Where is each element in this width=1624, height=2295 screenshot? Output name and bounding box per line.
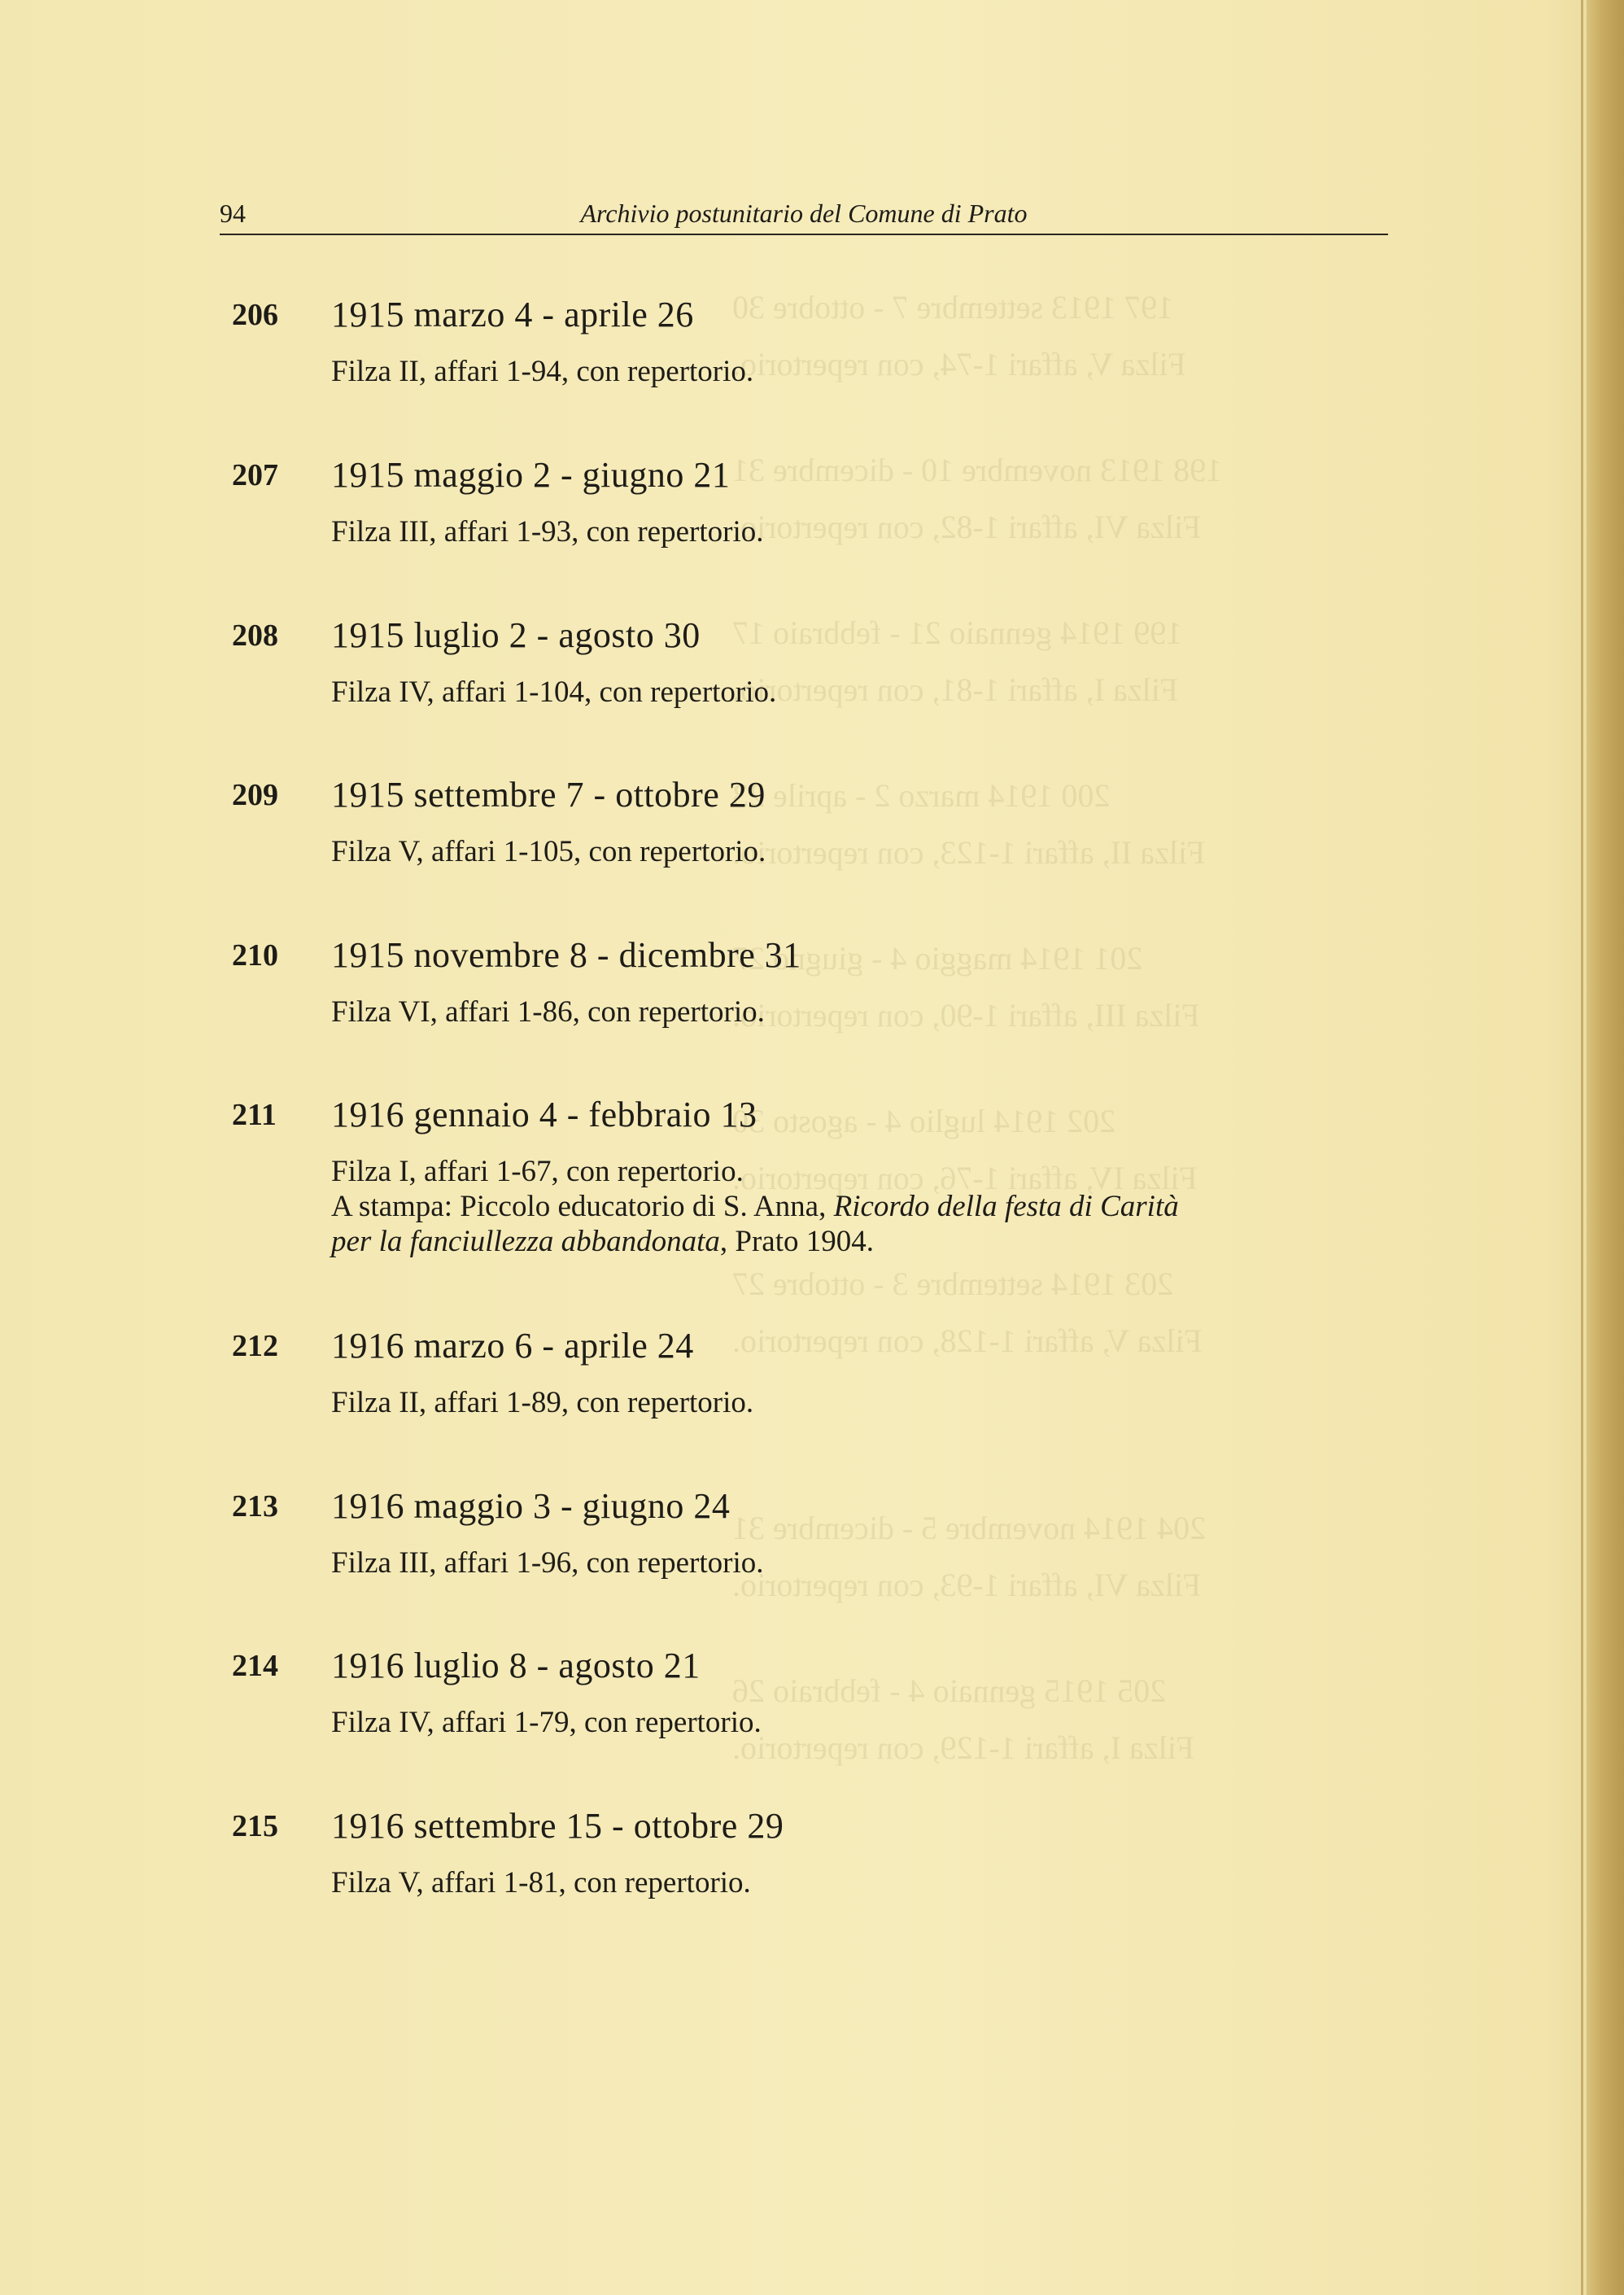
binding-line	[1581, 0, 1583, 2295]
entry-date-range: 1915 luglio 2 - agosto 30	[331, 615, 701, 655]
running-head-title: Archivio postunitario del Comune di Prato	[580, 199, 1028, 228]
note-suffix: , Prato 1904.	[719, 1225, 875, 1258]
bleed-line: 204 1914 novembre 5 - dicembre 31	[732, 1510, 1207, 1546]
entry-description: Filza V, affari 1-105, con repertorio.	[331, 835, 766, 868]
entry-date-range: 1916 gennaio 4 - febbraio 13	[331, 1095, 757, 1134]
entry-number: 206	[232, 298, 278, 332]
entry-number: 212	[232, 1329, 278, 1363]
entry-date-range: 1915 novembre 8 - dicembre 31	[331, 935, 801, 975]
bleed-line: Filza III, affari 1-90, con repertorio.	[732, 997, 1200, 1034]
entry-date-range: 1916 settembre 15 - ottobre 29	[331, 1806, 784, 1846]
note-prefix: A stampa: Piccolo educatorio di S. Anna,	[331, 1190, 834, 1223]
header-rule	[220, 234, 1388, 235]
page-number: 94	[220, 199, 246, 228]
entry-description: Filza I, affari 1-67, con repertorio.	[331, 1155, 744, 1188]
entry-number: 208	[232, 619, 278, 653]
entry-date-range: 1916 marzo 6 - aprile 24	[331, 1326, 694, 1366]
bleed-line: 205 1915 gennaio 4 - febbraio 26	[732, 1672, 1167, 1709]
entry-note-line-1	[331, 1189, 1179, 1224]
bleed-line: 203 1914 settembre 3 - ottobre 27	[732, 1266, 1174, 1302]
entry-date-range: 1916 luglio 8 - agosto 21	[331, 1646, 701, 1685]
bleed-line: Filza V, affari 1-128, con repertorio.	[732, 1322, 1203, 1359]
entry-description: Filza IV, affari 1-79, con repertorio.	[331, 1706, 762, 1739]
page-binding-edge	[1587, 0, 1624, 2295]
entry-number: 211	[232, 1098, 277, 1132]
entry-number: 214	[232, 1649, 278, 1683]
entry-date-range: 1915 maggio 2 - giugno 21	[331, 455, 731, 495]
entry-description: Filza VI, affari 1-86, con repertorio.	[331, 995, 765, 1029]
entry-number: 210	[232, 938, 278, 973]
entry-description-block	[331, 1154, 1179, 1259]
bleed-line: Filza VI, affari 1-82, con repertorio.	[732, 509, 1202, 545]
bleed-line: Filza IV, affari 1-76, con repertorio.	[732, 1160, 1198, 1196]
entry-note-line-2	[331, 1224, 1179, 1259]
entry-number: 215	[232, 1809, 278, 1843]
entry-date-range: 1916 maggio 3 - giugno 24	[331, 1486, 731, 1526]
entry-description: Filza II, affari 1-89, con repertorio.	[331, 1386, 754, 1419]
bleed-line: Filza II, affari 1-123, con repertorio.	[732, 834, 1206, 871]
entry-description: Filza V, affari 1-81, con repertorio.	[331, 1866, 751, 1899]
bleed-line: 199 1914 gennaio 21 - febbraio 17	[732, 614, 1183, 651]
entry-description: Filza II, affari 1-94, con repertorio.	[331, 355, 754, 388]
bleed-line: 198 1913 novembre 10 - dicembre 31	[732, 452, 1223, 488]
bleed-line: Filza VI, affari 1-93, con repertorio.	[732, 1567, 1202, 1603]
entry-number: 213	[232, 1489, 278, 1523]
bleed-line: Filza I, affari 1-129, con repertorio.	[732, 1729, 1194, 1766]
bleed-line: Filza I, affari 1-81, con repertorio.	[732, 671, 1178, 708]
note-title: Ricordo della festa di Carità	[833, 1190, 1179, 1223]
bleed-line: Filza V, affari 1-74, con repertorio.	[732, 346, 1186, 382]
bleed-through-text	[732, 269, 1465, 1978]
note-title-continued: per la fanciullezza abbandonata	[331, 1225, 720, 1258]
entry-description: Filza III, affari 1-93, con repertorio.	[331, 515, 764, 549]
entry-description: Filza III, affari 1-96, con repertorio.	[331, 1546, 764, 1580]
running-head	[220, 194, 1388, 234]
entry-date-range: 1915 marzo 4 - aprile 26	[331, 295, 694, 334]
entry-number: 209	[232, 778, 278, 812]
entry-description: Filza IV, affari 1-104, con repertorio.	[331, 675, 777, 709]
bleed-line: 197 1913 settembre 7 - ottobre 30	[732, 289, 1174, 326]
bleed-line: 201 1914 maggio 4 - giugno 27	[732, 940, 1143, 977]
entry-number: 207	[232, 458, 278, 492]
bleed-line: 202 1914 luglio 4 - agosto 30	[732, 1103, 1116, 1139]
entry-date-range: 1915 settembre 7 - ottobre 29	[331, 775, 766, 815]
bleed-line: 200 1914 marzo 2 - aprile 23	[732, 777, 1111, 814]
